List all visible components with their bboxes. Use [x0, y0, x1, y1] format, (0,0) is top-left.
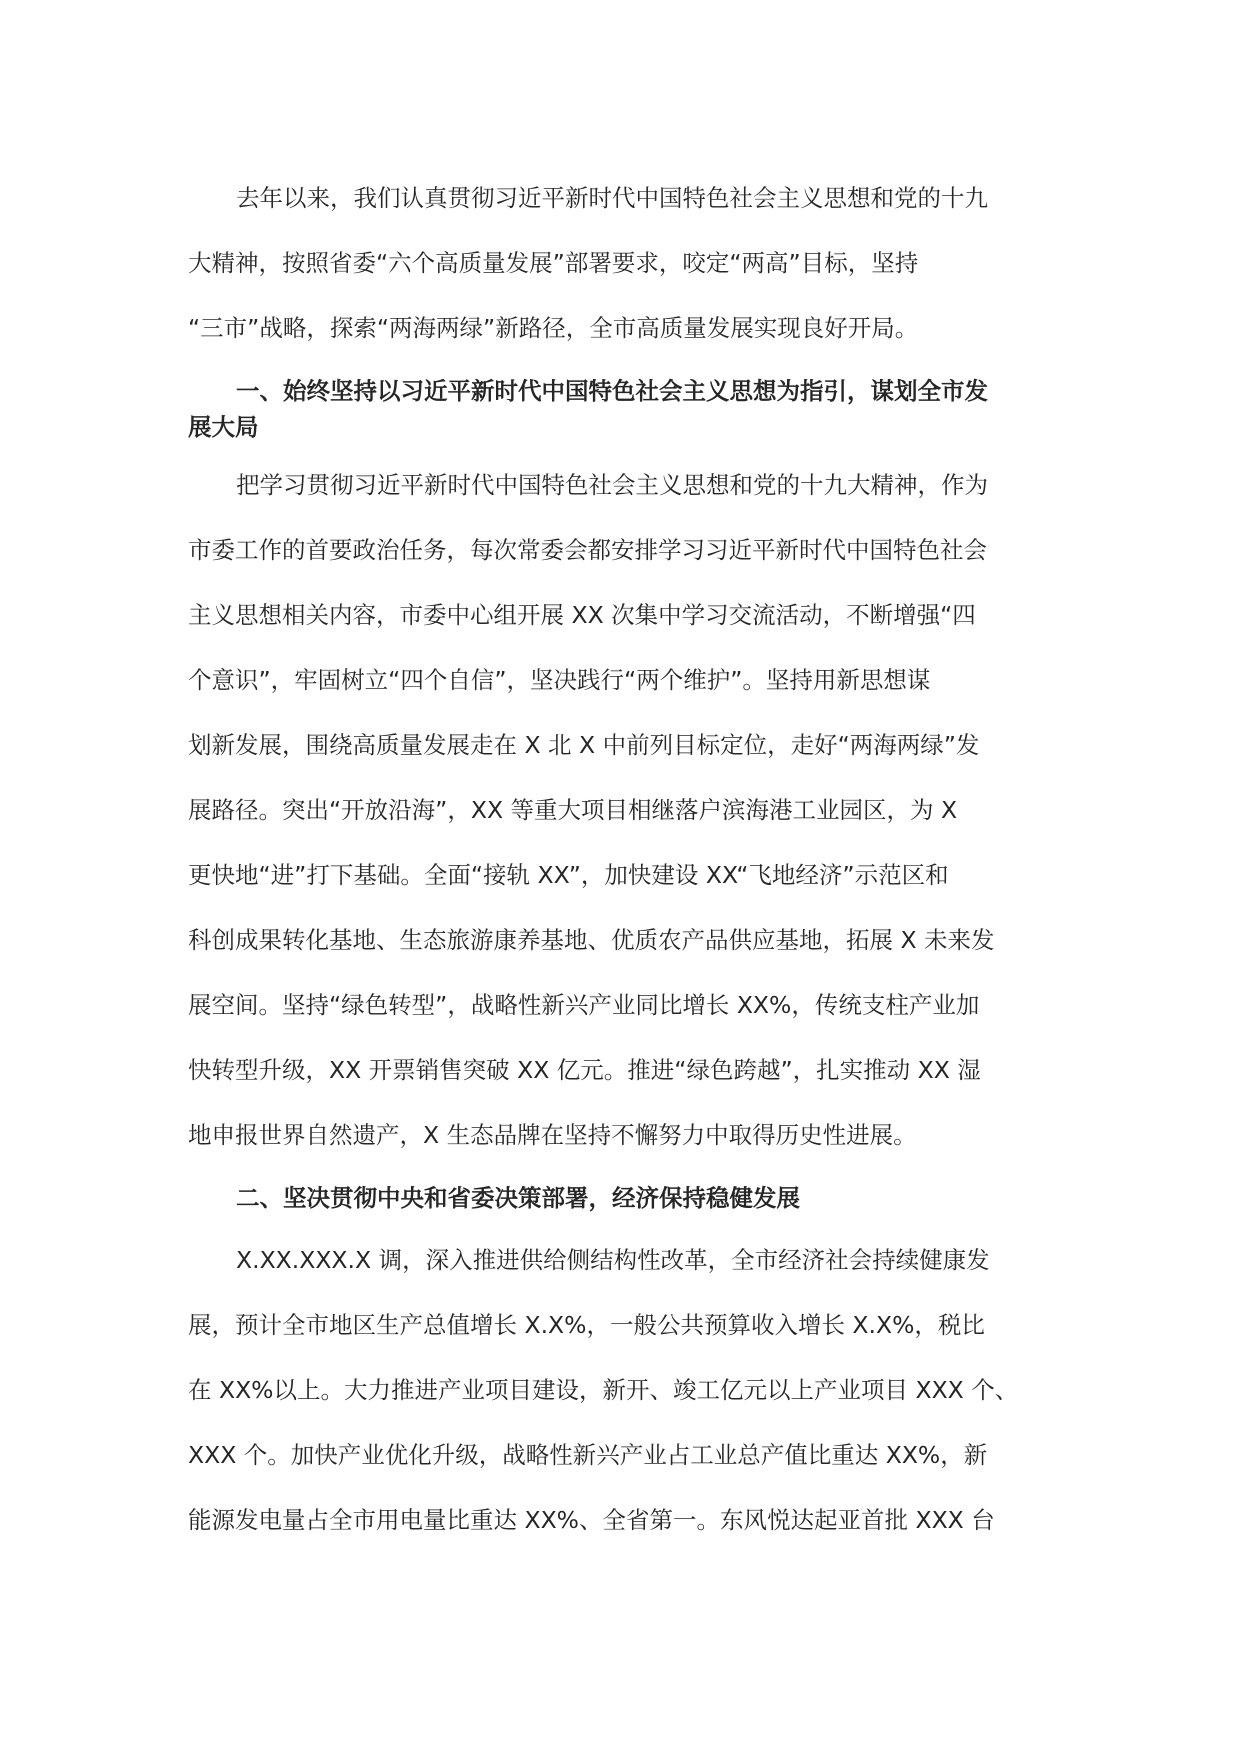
paragraph-line: 科创成果转化基地、生态旅游康养基地、优质农产品供应基地，拓展 X 未来发	[188, 926, 995, 954]
paragraph-line: 快转型升级，XX 开票销售突破 XX 亿元。推进“绿色跨越”，扎实推动 XX 湿	[188, 1056, 981, 1084]
paragraph-line: “三市”战略，探索“两海两绿”新路径，全市高质量发展实现良好开局。	[188, 314, 919, 342]
paragraph-line: 在 XX%以上。大力推进产业项目建设，新开、竣工亿元以上产业项目 XXX 个、	[188, 1376, 1019, 1404]
paragraph-line: 地申报世界自然遗产，X 生态品牌在坚持不懈努力中取得历史性进展。	[188, 1121, 917, 1149]
heading-line: 展大局	[188, 413, 259, 441]
paragraph-line: 能源发电量占全市用电量比重达 XX%、全省第一。东风悦达起亚首批 XXX 台	[188, 1506, 995, 1534]
paragraph-line: 去年以来，我们认真贯彻习近平新时代中国特色社会主义思想和党的十九	[236, 184, 988, 212]
paragraph-line: 展，预计全市地区生产总值增长 X.X%，一般公共预算收入增长 X.X%，税比	[188, 1311, 985, 1339]
paragraph-line: 划新发展，围绕高质量发展走在 X 北 X 中前列目标定位，走好“两海两绿”发	[188, 731, 980, 759]
paragraph-line: 主义思想相关内容，市委中心组开展 XX 次集中学习交流活动，不断增强“四	[188, 601, 976, 629]
paragraph-line: 展路径。突出“开放沿海”，XX 等重大项目相继落户滨海港工业园区，为 X	[188, 796, 958, 824]
section-2-heading	[188, 1170, 1052, 1230]
paragraph-line: X.XX.XXX.X 调，深入推进供给侧结构性改革，全市经济社会持续健康发	[236, 1246, 990, 1274]
heading-line: 二、坚决贯彻中央和省委决策部署，经济保持稳健发展	[236, 1184, 800, 1212]
paragraph-line: XXX 个。加快产业优化升级，战略性新兴产业占工业总产值比重达 XX%，新	[188, 1441, 988, 1469]
paragraph-line: 市委工作的首要政治任务，每次常委会都安排学习习近平新时代中国特色社会	[188, 536, 987, 564]
document-body	[188, 168, 1052, 1555]
intro-paragraph	[188, 168, 1052, 363]
section-2-paragraph	[188, 1230, 1052, 1555]
paragraph-line: 大精神，按照省委“六个高质量发展”部署要求，咬定“两高”目标，坚持	[188, 249, 919, 277]
paragraph-line: 更快地“进”打下基础。全面“接轨 XX”，加快建设 XX“飞地经济”示范区和	[188, 861, 949, 889]
paragraph-line: 个意识”，牢固树立“四个自信”，坚决践行“两个维护”。坚持用新思想谋	[188, 666, 931, 694]
paragraph-line: 展空间。坚持“绿色转型”，战略性新兴产业同比增长 XX%，传统支柱产业加	[188, 991, 980, 1019]
section-1-paragraph	[188, 455, 1052, 1170]
paragraph-line: 把学习贯彻习近平新时代中国特色社会主义思想和党的十九大精神，作为	[236, 471, 988, 499]
heading-line: 一、始终坚持以习近平新时代中国特色社会主义思想为指引，谋划全市发	[236, 377, 988, 405]
section-1-heading	[188, 363, 1052, 455]
